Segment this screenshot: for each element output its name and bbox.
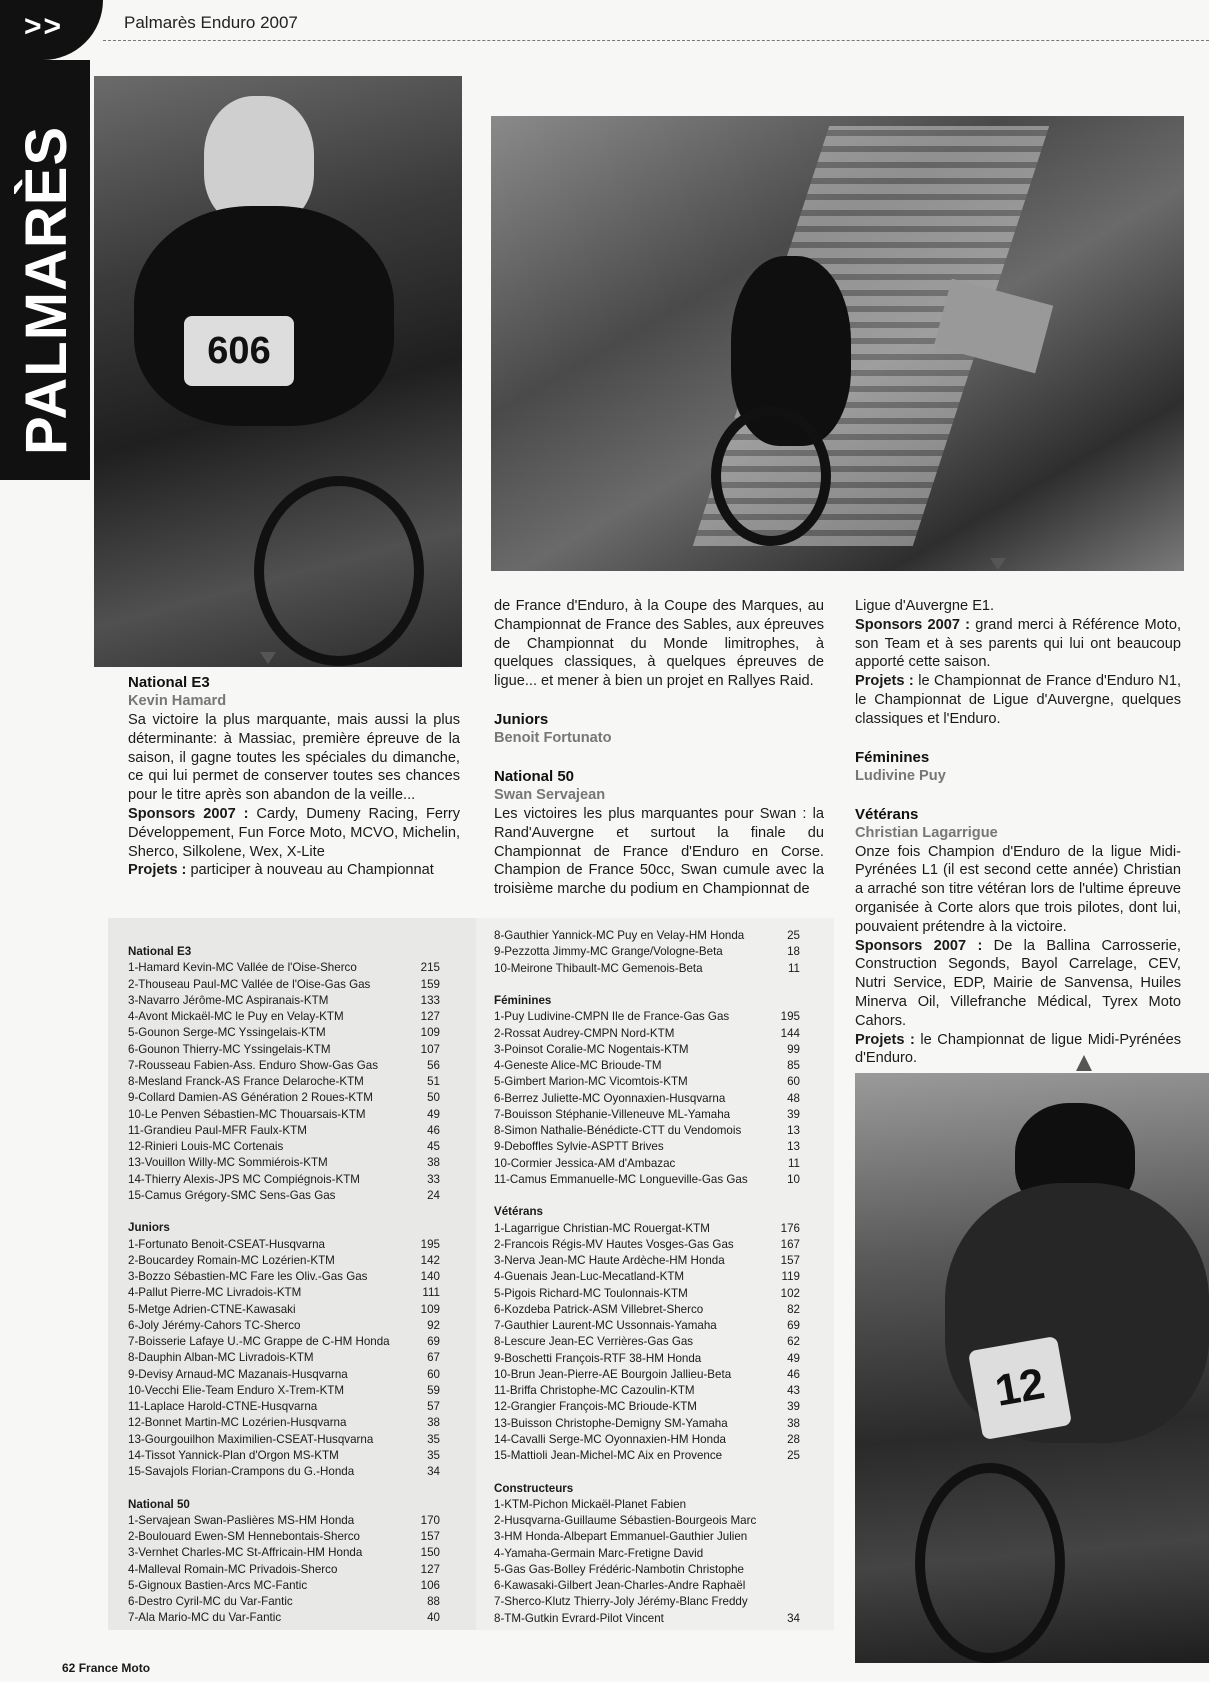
results-row	[494, 1237, 800, 1253]
results-points: 56	[427, 1058, 440, 1072]
results-points: 195	[420, 1237, 440, 1251]
results-row	[494, 1156, 800, 1172]
results-row	[494, 1416, 800, 1432]
photo-rider-606	[94, 76, 462, 667]
results-points: 11	[787, 961, 800, 975]
results-points: 35	[427, 1448, 440, 1462]
results-row	[494, 1009, 800, 1025]
results-points: 18	[787, 945, 800, 959]
front-wheel-shape	[915, 1463, 1065, 1663]
results-row	[128, 1302, 440, 1318]
results-points: 92	[427, 1318, 440, 1332]
results-row	[494, 1123, 800, 1139]
results-row	[128, 1610, 440, 1626]
results-entry: 9-Devisy Arnaud-MC Mazanais-Husqvarna	[128, 1367, 348, 1381]
results-entry: 8-Simon Nathalie-Bénédicte-CTT du Vendomois	[494, 1124, 742, 1137]
results-entry: 9-Boschetti François-RTF 38-HM Honda	[494, 1351, 702, 1365]
results-row	[494, 1058, 800, 1074]
results-points: 106	[420, 1578, 440, 1592]
results-points: 102	[780, 1286, 800, 1300]
results-row	[128, 1237, 440, 1253]
results-entry: 13-Vouillon Willy-MC Sommiérois-KTM	[128, 1156, 328, 1170]
results-entry: 5-Metge Adrien-CTNE-Kawasaki	[128, 1302, 296, 1316]
results-points: 69	[427, 1335, 440, 1348]
results-row	[128, 960, 440, 976]
results-section-title: National E3	[128, 945, 192, 958]
results-entry: 15-Camus Grégory-SMC Sens-Gas Gas	[128, 1188, 336, 1202]
page-title: Palmarès Enduro 2007	[124, 13, 298, 32]
results-entry: 5-Pigois Richard-MC Toulonnais-KTM	[494, 1286, 688, 1300]
article-heading: Féminines	[855, 748, 930, 766]
results-points: 127	[420, 1010, 440, 1023]
results-row	[494, 1107, 800, 1123]
results-entry: 4-Pallut Pierre-MC Livradois-KTM	[128, 1286, 302, 1300]
results-points: 215	[420, 961, 440, 975]
rider-name: Ludivine Puy	[855, 767, 946, 784]
results-entry: 11-Grandieu Paul-MFR Faulx-KTM	[128, 1123, 307, 1137]
results-row	[494, 1383, 800, 1399]
results-points: 43	[787, 1384, 800, 1397]
results-points: 195	[780, 1010, 800, 1024]
results-row	[128, 1318, 440, 1334]
results-entry: 4-Avont Mickaël-MC le Puy en Velay-KTM	[128, 1010, 344, 1023]
results-section-title: Constructeurs	[494, 1481, 574, 1495]
results-entry: 10-Vecchi Elie-Team Enduro X-Trem-KTM	[128, 1383, 345, 1397]
page-footer	[62, 1661, 150, 1675]
results-entry: 7-Gauthier Laurent-MC Ussonnais-Yamaha	[494, 1319, 717, 1332]
results-row	[128, 1464, 440, 1480]
results-row	[494, 1562, 800, 1578]
results-points: 33	[427, 1172, 440, 1186]
results-points: 13	[787, 1124, 800, 1137]
results-points: 45	[427, 1140, 440, 1153]
results-entry: 11-Laplace Harold-CTNE-Husqvarna	[128, 1400, 318, 1413]
results-points: 59	[427, 1383, 440, 1397]
results-entry: 7-Bouisson Stéphanie-Villeneuve ML-Yamaha	[494, 1107, 731, 1121]
sponsors-text: Cardy, Dumeny Racing, Ferry Développement, Fun Force Moto, MCVO, Michelin, Sherco, Silkolene, Wex, X-Lite	[128, 805, 460, 860]
results-points: 40	[427, 1611, 440, 1625]
article-heading: Vétérans	[855, 805, 919, 823]
results-points: 157	[780, 1254, 800, 1267]
results-entry: 5-Gignoux Bastien-Arcs MC-Fantic	[128, 1578, 308, 1592]
results-entry: 8-Gauthier Yannick-MC Puy en Velay-HM Honda	[494, 929, 745, 942]
results-entry: 8-Mesland Franck-AS France Delaroche-KTM	[128, 1075, 364, 1088]
results-points: 38	[787, 1416, 800, 1430]
results-points: 28	[787, 1432, 800, 1446]
number-plate: 12	[968, 1336, 1072, 1440]
results-entry: 2-Boucardey Romain-MC Lozérien-KTM	[128, 1253, 335, 1267]
results-entry: 10-Meirone Thibault-MC Gemenois-Beta	[494, 961, 703, 975]
projets-text: le Championnat de ligue Midi-Pyrénées d'Enduro.	[855, 1031, 1182, 1067]
results-row	[494, 1302, 800, 1318]
results-points: 82	[787, 1302, 800, 1316]
results-points: 60	[787, 1075, 800, 1089]
results-entry: 15-Mattioli Jean-Michel-MC Aix en Provence	[494, 1449, 723, 1462]
results-row	[128, 1399, 440, 1415]
results-points: 11	[787, 1156, 800, 1170]
rider-name: Christian Lagarrigue	[855, 824, 998, 841]
results-row	[128, 1432, 440, 1448]
header-dashed-line	[103, 40, 1209, 41]
results-entry: 3-Vernhet Charles-MC St-Affricain-HM Honda	[128, 1546, 363, 1560]
results-row	[494, 1497, 800, 1513]
results-row	[494, 1529, 800, 1545]
results-points: 167	[780, 1237, 800, 1251]
results-row	[494, 928, 800, 944]
results-row	[494, 1594, 800, 1610]
results-section-title: Vétérans	[494, 1205, 543, 1219]
results-row	[128, 1139, 440, 1155]
results-list-right	[494, 928, 800, 1627]
projets-text: le Championnat de France d'Enduro N1, le Championnat de Ligue d'Auvergne, quelques classiques et l'Enduro.	[855, 673, 1181, 727]
results-points: 170	[420, 1513, 440, 1527]
article-juniors-n50	[494, 597, 824, 899]
results-row	[128, 1513, 440, 1529]
results-entry: 7-Rousseau Fabien-Ass. Enduro Show-Gas Gas	[128, 1058, 379, 1072]
results-points: 13	[787, 1140, 800, 1154]
results-entry: 3-Bozzo Sébastien-MC Fare les Oliv.-Gas Gas	[128, 1270, 368, 1283]
results-row	[494, 1611, 800, 1627]
rider-name: Swan Servajean	[494, 786, 606, 803]
sidebar-band	[0, 60, 90, 480]
results-entry: 7-Sherco-Klutz Thierry-Joly Jérémy-Blanc Freddy	[494, 1595, 748, 1609]
results-row	[494, 1286, 800, 1302]
article-heading: National E3	[128, 674, 210, 691]
results-points	[770, 1529, 800, 1545]
results-points: 127	[420, 1562, 440, 1576]
front-wheel-shape	[254, 476, 424, 666]
results-points	[770, 1562, 800, 1578]
results-row	[494, 1318, 800, 1334]
results-entry: 6-Joly Jérémy-Cahors TC-Sherco	[128, 1318, 301, 1332]
page-number: 62	[62, 1661, 76, 1675]
results-row	[128, 1042, 440, 1058]
results-entry: 6-Kozdeba Patrick-ASM Villebret-Sherco	[494, 1302, 704, 1316]
results-points: 88	[427, 1595, 440, 1608]
results-entry: 6-Gounon Thierry-MC Yssingelais-KTM	[128, 1042, 331, 1056]
results-row	[494, 1074, 800, 1090]
results-points: 99	[787, 1042, 800, 1056]
results-row	[128, 1285, 440, 1301]
front-wheel-shape	[711, 406, 831, 546]
results-row	[494, 1334, 800, 1350]
results-entry: 4-Geneste Alice-MC Brioude-TM	[494, 1059, 662, 1072]
results-points: 10	[787, 1172, 800, 1186]
results-row	[128, 1350, 440, 1366]
results-points: 35	[427, 1432, 440, 1446]
results-points	[770, 1594, 800, 1610]
results-row	[494, 1253, 800, 1269]
article-heading: Juniors	[494, 710, 549, 728]
photo-rider-12	[855, 1073, 1209, 1663]
results-row	[494, 1351, 800, 1367]
results-entry: 2-Francois Régis-MV Hautes Vosges-Gas Gas	[494, 1237, 734, 1251]
projets-text: participer à nouveau au Championnat	[186, 862, 434, 879]
rider-name: Kevin Hamard	[128, 693, 227, 709]
results-entry: 1-Fortunato Benoit-CSEAT-Husqvarna	[128, 1237, 325, 1251]
results-entry: 3-Poinsot Coralie-MC Nogentais-KTM	[494, 1042, 689, 1056]
projets-label: Projets :	[128, 862, 187, 879]
results-points: 49	[787, 1351, 800, 1365]
results-row	[128, 1025, 440, 1041]
results-row	[128, 1448, 440, 1464]
sponsors-text: grand merci à Référence Moto, son Team et à ses parents qui lui ont beaucoup apporté cette saison.	[855, 616, 1182, 671]
results-row	[494, 944, 800, 960]
results-row	[128, 1578, 440, 1594]
results-row	[128, 1594, 440, 1610]
results-points: 49	[427, 1107, 440, 1121]
results-entry: 9-Pezzotta Jimmy-MC Grange/Vologne-Beta	[494, 945, 723, 959]
results-points: 109	[420, 1026, 440, 1040]
results-entry: 2-Thouseau Paul-MC Vallée de l'Oise-Gas Gas	[128, 977, 371, 991]
results-entry: 3-Navarro Jérôme-MC Aspiranais-KTM	[128, 993, 329, 1007]
results-section-title: National 50	[128, 1497, 190, 1511]
results-entry: 4-Guenais Jean-Luc-Mecatland-KTM	[494, 1270, 685, 1284]
results-points: 109	[420, 1302, 440, 1316]
results-row	[128, 1188, 440, 1204]
results-row	[494, 1172, 800, 1188]
magazine-brand: France Moto	[78, 1661, 151, 1675]
results-row	[494, 1432, 800, 1448]
results-row	[128, 1545, 440, 1561]
results-points: 150	[420, 1546, 440, 1560]
results-points: 69	[787, 1319, 800, 1332]
results-entry: 2-Rossat Audrey-CMPN Nord-KTM	[494, 1026, 675, 1040]
photo-rider-ramp	[491, 116, 1184, 571]
article-body: Sa victoire la plus marquante, mais aussi la plus déterminante: à Massiac, première épreuve de la saison, il gagne toutes les spéciales du dimanche, ce qui lui permet de conserver toutes ses chances pour le titre après son abandon de la veille...	[128, 712, 460, 804]
results-points: 142	[420, 1253, 440, 1267]
results-entry: 13-Gourgouilhon Maximilien-CSEAT-Husqvarna	[128, 1432, 374, 1446]
results-row	[128, 1367, 440, 1383]
results-entry: 9-Collard Damien-AS Génération 2 Roues-KTM	[128, 1091, 373, 1105]
results-row	[128, 1383, 440, 1399]
results-points: 144	[780, 1026, 800, 1040]
results-entry: 14-Tissot Yannick-Plan d'Orgon MS-KTM	[128, 1448, 339, 1462]
results-row	[128, 1269, 440, 1285]
number-plate: 606	[184, 316, 294, 386]
article-heading: National 50	[494, 767, 575, 785]
results-row	[494, 1139, 800, 1155]
results-points: 50	[427, 1091, 440, 1105]
section-arrow-tab	[0, 0, 103, 60]
results-points: 34	[427, 1465, 440, 1478]
results-points: 38	[427, 1156, 440, 1170]
projets-label: Projets :	[855, 1031, 915, 1048]
results-list-left	[128, 944, 440, 1627]
results-row	[128, 1172, 440, 1188]
results-row	[494, 1546, 800, 1562]
results-row	[494, 1042, 800, 1058]
results-points: 51	[427, 1075, 440, 1088]
article-body: Onze fois Champion d'Enduro de la ligue Midi-Pyrénées L1 (il est second cette année) Christian a arraché son titre vétéran lors de l'ultime épreuve organisée à Corte alors que trois pilotes, dont lui, pouvaient prétendre à la victoire.	[855, 843, 1181, 935]
results-row	[128, 1334, 440, 1350]
results-row	[494, 1269, 800, 1285]
results-points: 57	[427, 1400, 440, 1413]
results-entry: 10-Brun Jean-Pierre-AE Bourgoin Jallieu-Beta	[494, 1367, 732, 1381]
results-entry: 6-Kawasaki-Gilbert Jean-Charles-Andre Raphaël	[494, 1579, 746, 1592]
results-row	[494, 1399, 800, 1415]
results-points: 46	[787, 1367, 800, 1381]
results-points: 111	[422, 1286, 440, 1300]
article-continuation: de France d'Enduro, à la Coupe des Marques, au Championnat de France des Sables, aux épreuves de Championnat du Monde limitrophes, à quelques classiques, à quelques épreuves de ligue... et mener à bien un projet en Rallyes Raid.	[494, 598, 824, 690]
results-entry: 7-Ala Mario-MC du Var-Fantic	[128, 1611, 282, 1625]
results-points: 48	[787, 1091, 800, 1105]
results-entry: 6-Berrez Juliette-MC Oyonnaxien-Husqvarna	[494, 1091, 726, 1105]
results-entry: 4-Malleval Romain-MC Privadois-Sherco	[128, 1562, 338, 1576]
results-entry: 15-Savajols Florian-Crampons du G.-Honda	[128, 1465, 355, 1478]
results-points: 119	[781, 1270, 800, 1284]
results-entry: 8-Lescure Jean-EC Verrières-Gas Gas	[494, 1335, 694, 1349]
article-national-e3	[128, 673, 460, 880]
sponsors-label: Sponsors 2007 :	[128, 805, 249, 822]
results-points: 39	[787, 1400, 800, 1414]
results-entry: 11-Camus Emmanuelle-MC Longueville-Gas Gas	[494, 1172, 748, 1186]
results-row	[128, 1009, 440, 1025]
results-row	[494, 1448, 800, 1464]
results-entry: 7-Boisserie Lafaye U.-MC Grappe de C-HM Honda	[128, 1335, 390, 1348]
results-row	[128, 993, 440, 1009]
results-entry: 6-Destro Cyril-MC du Var-Fantic	[128, 1595, 293, 1608]
section-arrow: >>	[24, 10, 64, 43]
results-entry: 2-Husqvarna-Guillaume Sébastien-Bourgeois Marc	[494, 1514, 757, 1527]
results-row	[494, 1091, 800, 1107]
results-row	[128, 1074, 440, 1090]
article-continuation: Ligue d'Auvergne E1.	[855, 598, 995, 614]
results-row	[494, 961, 800, 977]
results-row	[494, 1026, 800, 1042]
results-row	[128, 1155, 440, 1171]
results-points: 46	[427, 1123, 440, 1137]
results-points	[770, 1513, 800, 1529]
results-points: 67	[427, 1351, 440, 1365]
results-entry: 5-Gounon Serge-MC Yssingelais-KTM	[128, 1026, 326, 1040]
results-points	[770, 1578, 800, 1594]
results-entry: 12-Rinieri Louis-MC Cortenais	[128, 1140, 284, 1153]
sidebar-word: PALMARÈS	[14, 125, 79, 455]
results-entry: 12-Grangier François-MC Brioude-KTM	[494, 1400, 697, 1414]
results-entry: 1-Hamard Kevin-MC Vallée de l'Oise-Sherco	[128, 961, 357, 975]
results-row	[494, 1221, 800, 1237]
projets-label: Projets :	[855, 673, 914, 690]
article-body: Les victoires les plus marquantes pour Swan : la Rand'Auvergne et surtout la finale du Championnat de France d'Enduro en Corse. Champion de France 50cc, Swan cumule avec la troisième marche du podium en Championnat de	[494, 805, 824, 898]
results-entry: 1-Lagarrigue Christian-MC Rouergat-KTM	[494, 1221, 710, 1235]
results-entry: 4-Yamaha-Germain Marc-Fretigne David	[494, 1546, 704, 1560]
results-row	[128, 1529, 440, 1545]
results-entry: 8-TM-Gutkin Evrard-Pilot Vincent	[494, 1611, 664, 1625]
results-row	[128, 977, 440, 993]
results-row	[128, 1253, 440, 1269]
results-entry: 1-KTM-Pichon Mickaël-Planet Fabien	[494, 1497, 687, 1511]
results-entry: 10-Cormier Jessica-AM d'Ambazac	[494, 1156, 676, 1170]
results-points: 62	[787, 1335, 800, 1349]
results-entry: 8-Dauphin Alban-MC Livradois-KTM	[128, 1351, 314, 1365]
results-row	[128, 1123, 440, 1139]
results-entry: 3-HM Honda-Albepart Emmanuel-Gauthier Julien	[494, 1530, 748, 1544]
results-entry: 1-Servajean Swan-Paslières MS-HM Honda	[128, 1513, 355, 1527]
results-section-title: Féminines	[494, 994, 552, 1007]
sponsors-label: Sponsors 2007 :	[855, 616, 971, 633]
results-entry: 5-Gas Gas-Bolley Frédéric-Nambotin Christophe	[494, 1562, 745, 1576]
photo-marker	[990, 558, 1006, 570]
results-points: 25	[787, 1449, 800, 1462]
results-entry: 14-Cavalli Serge-MC Oyonnaxien-HM Honda	[494, 1432, 726, 1446]
results-entry: 13-Buisson Christophe-Demigny SM-Yamaha	[494, 1416, 728, 1430]
results-points: 38	[427, 1416, 440, 1430]
results-points: 133	[420, 993, 440, 1007]
results-points: 159	[420, 977, 440, 991]
results-points: 140	[420, 1270, 440, 1283]
results-entry: 1-Puy Ludivine-CMPN Ile de France-Gas Gas	[494, 1010, 730, 1024]
results-points: 25	[787, 929, 800, 942]
results-points: 60	[427, 1367, 440, 1381]
results-row	[494, 1513, 800, 1529]
results-entry: 11-Briffa Christophe-MC Cazoulin-KTM	[494, 1384, 695, 1397]
results-entry: 12-Bonnet Martin-MC Lozérien-Husqvarna	[128, 1416, 347, 1430]
results-points: 24	[427, 1188, 440, 1202]
results-row	[128, 1058, 440, 1074]
results-row	[128, 1107, 440, 1123]
results-entry: 2-Boulouard Ewen-SM Hennebontais-Sherco	[128, 1530, 361, 1543]
results-points: 176	[780, 1221, 800, 1235]
sponsors-label: Sponsors 2007 :	[855, 937, 983, 954]
results-row	[494, 1578, 800, 1594]
results-points: 34	[787, 1611, 800, 1625]
results-points: 85	[787, 1059, 800, 1072]
rider-name: Benoit Fortunato	[494, 729, 612, 746]
results-entry: 5-Gimbert Marion-MC Vicomtois-KTM	[494, 1075, 688, 1089]
results-points	[770, 1497, 800, 1513]
results-section-title: Juniors	[128, 1221, 170, 1235]
photo-marker	[260, 652, 276, 664]
results-entry: 10-Le Penven Sébastien-MC Thouarsais-KTM	[128, 1107, 366, 1121]
results-row	[128, 1415, 440, 1431]
results-row	[128, 1562, 440, 1578]
results-entry: 14-Thierry Alexis-JPS MC Compiégnois-KTM	[128, 1172, 360, 1186]
article-feminines-veterans	[855, 597, 1181, 1068]
results-row	[128, 1090, 440, 1106]
sponsors-text: De la Ballina Carrosserie, Construction Segonds, Bayol Carrelage, CEV, Nutri Service, EDP, Mairie de Sanvensa, Huiles Minerva Oil, Villefranche Médical, Tyrex Moto Cahors.	[855, 937, 1181, 1029]
results-points	[770, 1546, 800, 1562]
results-points: 107	[420, 1042, 440, 1056]
results-entry: 3-Nerva Jean-MC Haute Ardèche-HM Honda	[494, 1254, 725, 1267]
results-points: 39	[787, 1107, 800, 1121]
results-row	[494, 1367, 800, 1383]
results-points: 157	[420, 1530, 440, 1543]
results-entry: 9-Deboffles Sylvie-ASPTT Brives	[494, 1140, 664, 1154]
